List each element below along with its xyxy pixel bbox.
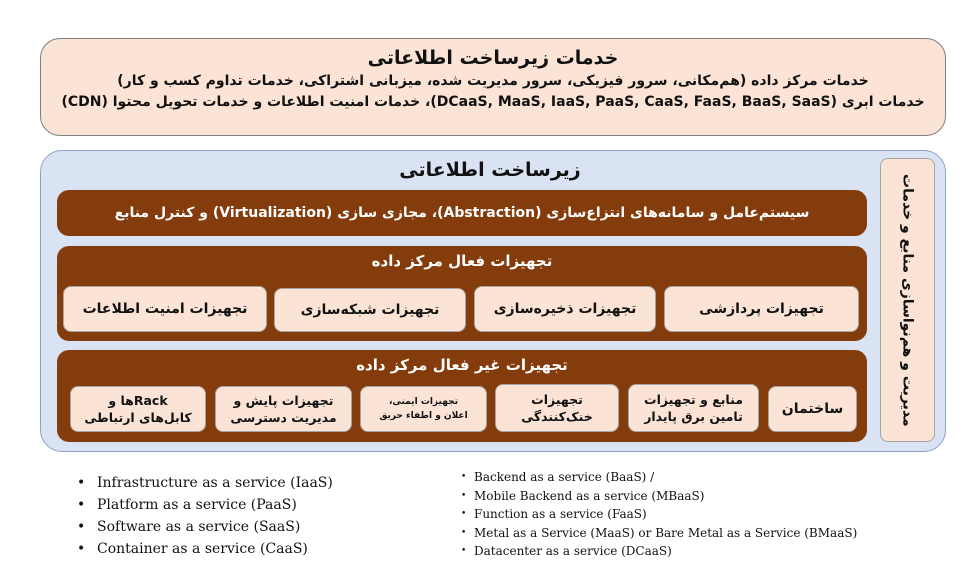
services-line-datacenter: خدمات مرکز داده (هم‌مکانی، سرور فیزیکی، سرور مدیریت شده، میزبانی اشتراکی، خدمات تداوم کسب و کار): [117, 73, 869, 89]
services-title: خدمات زیرساخت اطلاعاتی: [367, 47, 619, 69]
building-card: ساختمان: [768, 386, 857, 432]
monitoring-line-1: تجهیزات پایش و: [233, 393, 334, 408]
safety-line-1: تجهیزات ایمنی،: [388, 397, 459, 407]
rack-line-1: Rackها و: [108, 393, 168, 408]
infrastructure-title: زیرساخت اطلاعاتی: [399, 159, 581, 181]
abstraction-layer: سیستم‌عامل و سامانه‌های انتزاع‌سازی (Abstraction)، مجازی سازی (Virtualization) و کنترل منابع: [57, 190, 867, 236]
management-orchestration-label: مدیریت و هم‌نواسازی منابع و خدمات: [899, 173, 916, 427]
processing-equipment-card: تجهیزات پردازشی: [664, 286, 859, 332]
list-item: • Mobile Backend as a service (MBaaS): [474, 487, 857, 506]
safety-line-2: اعلان و اطفاء حریق: [379, 411, 468, 421]
cooling-line-1: تجهیزات: [531, 392, 583, 407]
list-item: • Datacenter as a service (DCaaS): [474, 542, 857, 561]
rack-line-2: کابل‌های ارتباطی: [84, 410, 192, 425]
rack-cabling-card: [70, 386, 206, 432]
monitoring-line-2: مدیریت دسترسی: [230, 410, 337, 425]
list-item: • Infrastructure as a service (IaaS): [97, 472, 333, 494]
power-line-2: تامین برق پایدار: [644, 409, 743, 424]
services-line-cloud: خدمات ابری (DCaaS, MaaS, IaaS, PaaS, CaaS, FaaS, BaaS, SaaS)، خدمات امنیت اطلاعات و خدمات تحویل محتوا (CDN): [61, 94, 925, 110]
storage-equipment-card: تجهیزات ذخیره‌سازی: [474, 286, 656, 332]
list-item: • Container as a service (CaaS): [97, 538, 333, 560]
passive-equipment-title: تجهیزات غیر فعال مرکز داده: [356, 356, 568, 374]
cooling-equipment-card: [495, 384, 619, 432]
power-line-1: منابع و تجهیزات: [644, 392, 743, 407]
power-equipment-card: [628, 384, 759, 432]
networking-equipment-card: تجهیزات شبکه‌سازی: [274, 288, 466, 332]
fire-safety-card: [360, 386, 487, 432]
list-item: • Backend as a service (BaaS) /: [474, 468, 857, 487]
cooling-line-2: خنک‌کنندگی: [521, 409, 593, 424]
list-item: • Software as a service (SaaS): [97, 516, 333, 538]
management-orchestration-label-wrap: [880, 158, 935, 442]
service-model-list-right: [474, 468, 857, 561]
list-item: • Function as a service (FaaS): [474, 505, 857, 524]
security-equipment-card: تجهیزات امنیت اطلاعات: [63, 286, 267, 332]
list-item: • Platform as a service (PaaS): [97, 494, 333, 516]
service-model-list-left: [97, 472, 333, 560]
monitoring-access-card: [215, 386, 352, 432]
list-item: • Metal as a Service (MaaS) or Bare Metal as a Service (BMaaS): [474, 524, 857, 543]
cloud-services-box: [40, 38, 946, 136]
active-equipment-title: تجهیزات فعال مرکز داده: [371, 252, 553, 270]
